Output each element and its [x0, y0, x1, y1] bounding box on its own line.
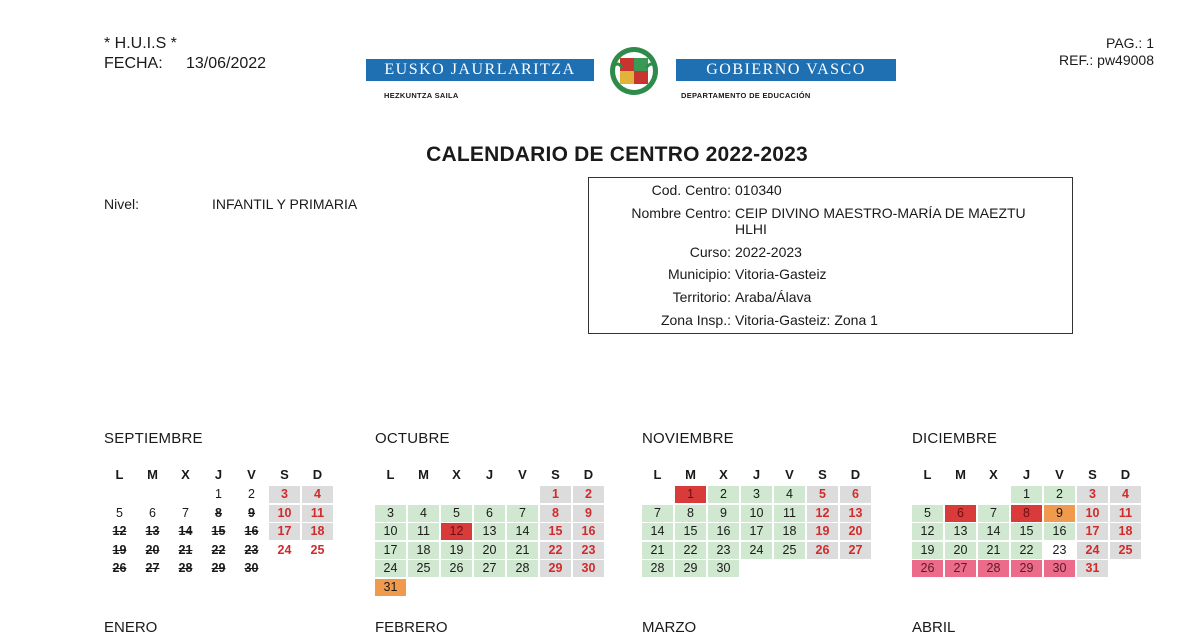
month-title: DICIEMBRE — [912, 430, 998, 447]
month-title-enero: ENERO — [104, 619, 158, 636]
calendar-day: 1 — [1011, 486, 1042, 503]
calendar-day: 22 — [211, 542, 226, 557]
weekday-header: D — [1120, 467, 1131, 482]
weekday-header: X — [452, 467, 461, 482]
calendar-day: 24 — [277, 542, 292, 557]
calendar-day: 10 — [375, 523, 406, 540]
calendar-day: 3 — [269, 486, 300, 503]
calendar-day: 10 — [1077, 505, 1108, 522]
calendar-day: 19 — [912, 542, 943, 559]
weekday-header: V — [247, 467, 256, 482]
weekday-header: V — [1055, 467, 1064, 482]
calendar-day: 25 — [310, 542, 325, 557]
nivel-value: INFANTIL Y PRIMARIA — [212, 196, 358, 212]
calendar-day: 5 — [807, 486, 838, 503]
calendar-day: 9 — [248, 505, 255, 520]
info-key: Curso: — [689, 244, 731, 260]
calendar-day: 24 — [375, 560, 406, 577]
weekday-header: S — [280, 467, 289, 482]
calendar-day: 30 — [244, 561, 259, 575]
calendar-day: 6 — [474, 505, 505, 522]
month-octubre — [375, 430, 615, 594]
calendar-day: 18 — [774, 523, 805, 540]
fecha-row — [104, 54, 266, 74]
weekday-header: L — [653, 467, 662, 482]
calendar-day: 20 — [145, 542, 160, 557]
calendar-day: 20 — [474, 542, 505, 559]
info-value: Araba/Álava — [735, 289, 812, 305]
weekday-header: J — [752, 467, 761, 482]
calendar-day: 1 — [215, 487, 222, 501]
calendar-day: 14 — [507, 523, 538, 540]
calendar-day: 8 — [675, 505, 706, 522]
calendar-day: 8 — [1011, 505, 1042, 522]
calendar-day: 18 — [408, 542, 439, 559]
calendar-day: 4 — [302, 486, 333, 503]
centre-info-box — [588, 177, 1073, 334]
calendar-day: 15 — [1011, 523, 1042, 540]
calendar-day: 21 — [507, 542, 538, 559]
document-header-left — [104, 34, 266, 74]
calendar-day: 6 — [840, 486, 871, 503]
calendar-day: 8 — [540, 505, 571, 522]
calendar-day: 13 — [145, 524, 160, 538]
calendar-day: 30 — [573, 560, 604, 577]
info-key: Territorio: — [672, 289, 731, 305]
calendar-day: 31 — [375, 579, 406, 596]
calendar-day: 24 — [741, 542, 772, 559]
calendar-day: 24 — [1077, 542, 1108, 559]
calendar-day: 29 — [675, 560, 706, 577]
calendar-day: 7 — [182, 505, 189, 520]
weekday-header: M — [685, 467, 696, 482]
weekday-header: S — [818, 467, 827, 482]
calendar-day: 12 — [807, 505, 838, 522]
nivel-label: Nivel: — [104, 196, 140, 212]
calendar-day: 9 — [708, 505, 739, 522]
calendar-day: 31 — [1077, 560, 1108, 577]
document-title: CALENDARIO DE CENTRO 2022-2023 — [426, 143, 808, 166]
calendar-day: 15 — [211, 524, 226, 538]
calendar-day: 6 — [149, 505, 156, 520]
info-value: Vitoria-Gasteiz — [735, 266, 827, 282]
calendar-day: 29 — [1011, 560, 1042, 577]
calendar-day: 20 — [945, 542, 976, 559]
calendar-day: 23 — [708, 542, 739, 559]
calendar-day: 22 — [1011, 542, 1042, 559]
weekday-header: X — [719, 467, 728, 482]
calendar-day: 4 — [1110, 486, 1141, 503]
calendar-day: 13 — [840, 505, 871, 522]
calendar-day: 12 — [441, 523, 472, 540]
calendar-day: 19 — [112, 542, 127, 557]
calendar-day: 29 — [211, 561, 226, 575]
calendar-day: 23 — [573, 542, 604, 559]
weekday-header: L — [386, 467, 395, 482]
fecha-value: 13/06/2022 — [186, 55, 267, 72]
calendar-day: 16 — [1044, 523, 1075, 540]
calendar-day: 11 — [408, 523, 439, 540]
calendar-day: 3 — [741, 486, 772, 503]
month-septiembre — [104, 430, 344, 575]
calendar-day: 11 — [774, 505, 805, 522]
logo-sub-right: DEPARTAMENTO DE EDUCACIÓN — [681, 91, 811, 100]
calendar-day: 22 — [540, 542, 571, 559]
weekday-header: X — [181, 467, 190, 482]
calendar-day: 27 — [840, 542, 871, 559]
calendar-day: 3 — [1077, 486, 1108, 503]
calendar-day: 12 — [112, 524, 127, 538]
weekday-header: J — [485, 467, 494, 482]
calendar-day: 27 — [945, 560, 976, 577]
calendar-day: 14 — [978, 523, 1009, 540]
reference: REF.: pw49008 — [1059, 52, 1154, 68]
logo-banner-left: EUSKO JAURLARITZA — [366, 59, 594, 81]
weekday-header: M — [418, 467, 429, 482]
info-value: 2022-2023 — [735, 244, 802, 260]
logo-banner-right: GOBIERNO VASCO — [676, 59, 896, 81]
calendar-day: 14 — [178, 524, 193, 538]
calendar-day: 10 — [741, 505, 772, 522]
weekday-header: X — [989, 467, 998, 482]
calendar-day: 25 — [774, 542, 805, 559]
calendar-day: 21 — [642, 542, 673, 559]
calendar-day: 25 — [408, 560, 439, 577]
calendar-day: 7 — [978, 505, 1009, 522]
calendar-day: 14 — [642, 523, 673, 540]
calendar-day: 6 — [945, 505, 976, 522]
month-title: OCTUBRE — [375, 430, 450, 447]
calendar-day: 11 — [302, 505, 333, 522]
month-noviembre — [642, 430, 882, 575]
calendar-day: 27 — [474, 560, 505, 577]
calendar-day: 4 — [774, 486, 805, 503]
calendar-day: 16 — [708, 523, 739, 540]
calendar-day: 7 — [642, 505, 673, 522]
calendar-day: 23 — [1052, 542, 1067, 557]
info-key: Municipio: — [667, 266, 731, 282]
calendar-day: 16 — [244, 524, 259, 538]
weekday-header: V — [785, 467, 794, 482]
info-key: Nombre Centro: — [631, 205, 731, 221]
calendar-day: 2 — [708, 486, 739, 503]
calendar-day: 26 — [112, 561, 127, 575]
calendar-day: 30 — [708, 560, 739, 577]
month-title-abril: ABRIL — [912, 619, 956, 636]
calendar-day: 17 — [1077, 523, 1108, 540]
calendar-day: 2 — [1044, 486, 1075, 503]
info-value: Vitoria-Gasteiz: Zona 1 — [735, 312, 878, 328]
calendar-day: 27 — [145, 561, 160, 575]
calendar-day: 22 — [675, 542, 706, 559]
weekday-header: M — [147, 467, 158, 482]
weekday-header: L — [115, 467, 124, 482]
calendar-day: 26 — [912, 560, 943, 577]
weekday-header: J — [1022, 467, 1031, 482]
calendar-day: 12 — [912, 523, 943, 540]
calendar-day: 3 — [375, 505, 406, 522]
calendar-day: 5 — [441, 505, 472, 522]
month-title: NOVIEMBRE — [642, 430, 734, 447]
weekday-header: M — [955, 467, 966, 482]
calendar-day: 15 — [540, 523, 571, 540]
calendar-day: 20 — [840, 523, 871, 540]
calendar-day: 9 — [573, 505, 604, 522]
calendar-day: 28 — [178, 561, 193, 575]
calendar-day: 5 — [116, 505, 123, 520]
calendar-day: 15 — [675, 523, 706, 540]
calendar-day: 26 — [807, 542, 838, 559]
calendar-day: 18 — [302, 523, 333, 540]
calendar-day: 2 — [248, 487, 255, 501]
calendar-day: 28 — [507, 560, 538, 577]
info-key: Zona Insp.: — [660, 312, 731, 328]
weekday-header: D — [312, 467, 323, 482]
calendar-day: 2 — [573, 486, 604, 503]
calendar-day: 23 — [244, 542, 259, 557]
weekday-header: L — [923, 467, 932, 482]
calendar-day: 10 — [269, 505, 300, 522]
coat-of-arms-icon — [598, 46, 670, 96]
calendar-day: 11 — [1110, 505, 1141, 522]
info-value: 010340 — [735, 182, 782, 198]
calendar-day: 17 — [269, 523, 300, 540]
calendar-day: 26 — [441, 560, 472, 577]
weekday-header: V — [518, 467, 527, 482]
calendar-day: 28 — [978, 560, 1009, 577]
weekday-header: S — [1088, 467, 1097, 482]
calendar-day: 4 — [408, 505, 439, 522]
calendar-day: 17 — [375, 542, 406, 559]
calendar-day: 29 — [540, 560, 571, 577]
month-title: SEPTIEMBRE — [104, 430, 203, 447]
calendar-day: 30 — [1044, 560, 1075, 577]
huis-label: * H.U.I.S * — [104, 35, 177, 52]
month-diciembre — [912, 430, 1152, 575]
month-title-febrero: FEBRERO — [375, 619, 448, 636]
calendar-day: 13 — [945, 523, 976, 540]
calendar-day: 9 — [1044, 505, 1075, 522]
calendar-day: 21 — [178, 542, 193, 557]
calendar-day: 1 — [540, 486, 571, 503]
info-value: CEIP DIVINO MAESTRO-MARÍA DE MAEZTU HLHI — [735, 205, 1026, 237]
weekday-header: D — [583, 467, 594, 482]
info-key: Cod. Centro: — [651, 182, 731, 198]
page-number: PAG.: 1 — [1106, 35, 1154, 51]
fecha-label: FECHA: — [104, 55, 163, 72]
calendar-day: 18 — [1110, 523, 1141, 540]
calendar-day: 28 — [642, 560, 673, 577]
calendar-day: 19 — [441, 542, 472, 559]
month-title-marzo: MARZO — [642, 619, 697, 636]
calendar-day: 16 — [573, 523, 604, 540]
calendar-day: 17 — [741, 523, 772, 540]
calendar-day: 1 — [675, 486, 706, 503]
calendar-day: 5 — [912, 505, 943, 522]
calendar-day: 8 — [215, 505, 222, 520]
logo-sub-left: HEZKUNTZA SAILA — [384, 91, 459, 100]
weekday-header: J — [214, 467, 223, 482]
gobierno-vasco-logo — [366, 46, 896, 106]
calendar-day: 7 — [507, 505, 538, 522]
calendar-day: 25 — [1110, 542, 1141, 559]
weekday-header: D — [850, 467, 861, 482]
document-header-right — [1059, 35, 1154, 69]
calendar-day: 19 — [807, 523, 838, 540]
calendar-day: 13 — [474, 523, 505, 540]
calendar-day: 21 — [978, 542, 1009, 559]
weekday-header: S — [551, 467, 560, 482]
